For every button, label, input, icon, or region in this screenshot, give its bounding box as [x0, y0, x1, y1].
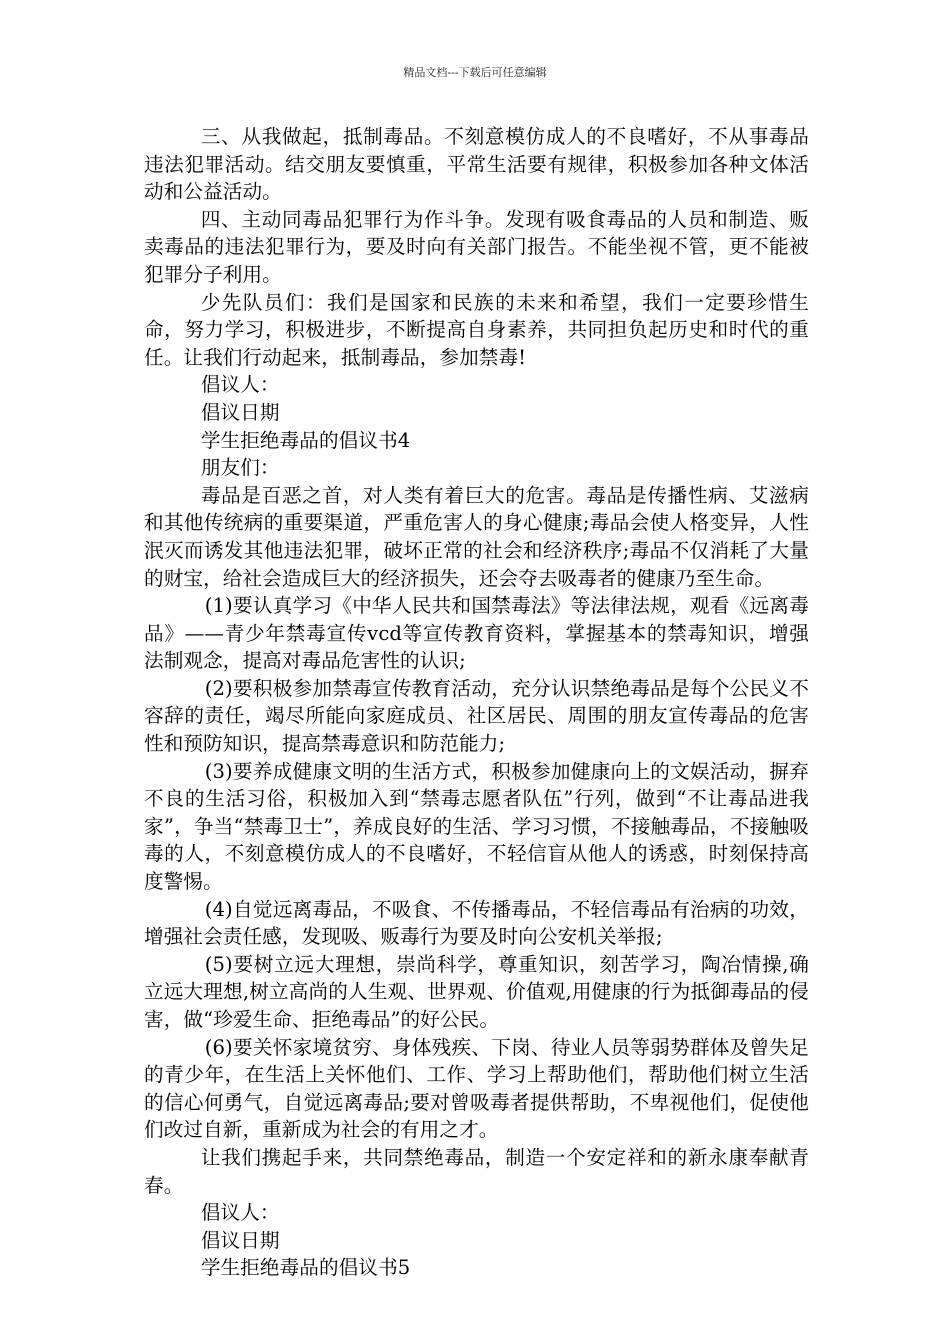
- section-title-5: 学生拒绝毒品的倡议书5: [200, 1256, 411, 1280]
- paragraph-fight-crime: 四、主动同毒品犯罪行为作斗争。发现有吸食毒品的人员和制造、贩卖毒品的违法犯罪行为，要及时向有关部门报告。不能坐视不管，更不能被犯罪分子利用。: [144, 207, 809, 286]
- salutation: 朋友们：: [200, 456, 280, 480]
- paragraph-join-hands: 让我们携起手来，共同禁绝毒品，制造一个安定祥和的新永康奉献青春。: [144, 1145, 809, 1197]
- section-title-4: 学生拒绝毒品的倡议书4: [200, 428, 411, 452]
- list-item-6: (6)要关怀家境贫穷、身体残疾、下岗、待业人员等弱势群体及曾失足的青少年，在生活上关怀他们、工作、学习上帮助他们，帮助他们树立生活的信心何勇气，自觉远离毒品;要对曾吸毒者提供帮助，不卑视他们，促使他们改过自新，重新成为社会的有用之才。: [144, 1035, 809, 1142]
- initiative-date-label-2: 倡议日期: [200, 1228, 280, 1252]
- list-item-3: (3)要养成健康文明的生活方式，积极参加健康向上的文娱活动，摒弃不良的生活习俗，积极加入到“禁毒志愿者队伍”行列，做到“不让毒品进我家”，争当“禁毒卫士”，养成良好的生活、学习习惯，不接触毒品，不接触吸毒的人，不刻意模仿成人的不良嗜好，不轻信盲从他人的诱惑，时刻保持高度警惕。: [144, 759, 809, 894]
- list-item-2: (2)要积极参加禁毒宣传教育活动，充分认识禁绝毒品是每个公民义不容辞的责任，竭尽所能向家庭成员、社区居民、周围的朋友宣传毒品的危害性和预防知识，提高禁毒意识和防范能力;: [144, 676, 809, 756]
- initiative-date-label: 倡议日期: [200, 400, 280, 424]
- list-item-5: (5)要树立远大理想，崇尚科学，尊重知识，刻苦学习，陶冶情操,确立远大理想,树立高尚的人生观、世界观、价值观,用健康的行为抵御毒品的侵害，做“珍爱生命、拒绝毒品”的好公民。: [144, 952, 809, 1031]
- list-item-4: (4)自觉远离毒品，不吸食、不传播毒品，不轻信毒品有治病的功效，增强社会责任感，发现吸、贩毒行为要及时向公安机关举报;: [144, 897, 809, 949]
- paragraph-young-pioneers: 少先队员们：我们是国家和民族的未来和希望，我们一定要珍惜生命，努力学习，积极进步，不断提高自身素养，共同担负起历史和时代的重任。让我们行动起来，抵制毒品，参加禁毒!: [144, 290, 809, 369]
- initiator-label-2: 倡议人：: [200, 1201, 280, 1225]
- paragraph-drug-harm: 毒品是百恶之首，对人类有着巨大的危害。毒品是传播性病、艾滋病和其他传统病的重要渠道，严重危害人的身心健康;毒品会使人格变异，人性泯灭而诱发其他违法犯罪，破坏正常的社会和经济秩序;毒品不仅消耗了大量的财宝，给社会造成巨大的经济损失，还会夺去吸毒者的健康乃至生命。: [144, 483, 809, 590]
- page-header: 精品文档---下载后可任意编辑: [403, 66, 547, 79]
- paragraph-from-me: 三、从我做起，抵制毒品。不刻意模仿成人的不良嗜好，不从事毒品违法犯罪活动。结交朋友要慎重，平常生活要有规律，积极参加各种文体活动和公益活动。: [144, 125, 809, 204]
- document-body: [144, 123, 809, 1282]
- list-item-1: (1)要认真学习《中华人民共和国禁毒法》等法律法规，观看《远离毒品》——青少年禁毒宣传vcd等宣传教育资料，掌握基本的禁毒知识，增强法制观念，提高对毒品危害性的认识;: [144, 594, 809, 673]
- initiator-label: 倡议人：: [200, 373, 280, 397]
